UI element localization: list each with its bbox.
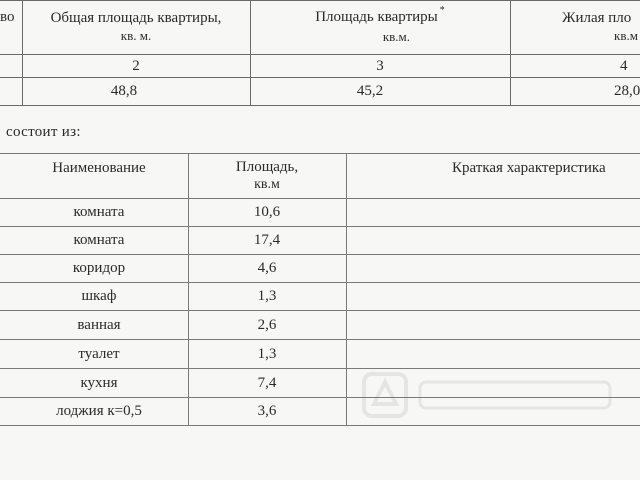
room-area-cell: 7,4 bbox=[257, 374, 277, 391]
index-cell-4: 4 bbox=[620, 57, 628, 74]
value-cell-total-area: 48,8 bbox=[110, 83, 138, 99]
rooms-table bbox=[0, 153, 640, 426]
header-cell-col1: во bbox=[0, 9, 15, 25]
room-area-cell: 2,6 bbox=[257, 316, 277, 333]
room-name-cell: лоджия к=0,5 bbox=[56, 403, 142, 419]
room-area-cell: 3,6 bbox=[257, 403, 277, 419]
header-cell-total-area: Общая площадь квартиры, кв. м. bbox=[50, 10, 222, 43]
value-cell-apartment-area: 45,2 bbox=[356, 83, 384, 99]
rooms-caption: состоит из: bbox=[6, 124, 81, 140]
room-name-cell: комната bbox=[73, 232, 125, 248]
value-cell-living-area: 28,0 bbox=[614, 83, 640, 99]
summary-table bbox=[0, 0, 640, 106]
room-area-cell: 1,3 bbox=[257, 288, 277, 304]
header-cell-apartment-area: Площадь квартиры * кв.м. bbox=[315, 5, 445, 44]
room-area-cell: 1,3 bbox=[257, 345, 277, 362]
header-cell-living-area: Жилая пло кв.м bbox=[562, 10, 638, 43]
room-area-cell: 10,6 bbox=[253, 204, 281, 220]
room-area-cell: 17,4 bbox=[253, 232, 281, 248]
room-name-cell: туалет bbox=[78, 345, 120, 362]
room-name-cell: кухня bbox=[80, 374, 118, 391]
room-name-cell: шкаф bbox=[81, 288, 117, 304]
rooms-header-area: Площадь, кв.м bbox=[235, 158, 299, 192]
room-name-cell: ванная bbox=[77, 316, 121, 333]
room-name-cell: комната bbox=[73, 204, 125, 220]
room-name-cell: коридор bbox=[72, 260, 126, 276]
rooms-header-name: Наименование bbox=[52, 160, 146, 176]
index-cell-3: 3 bbox=[376, 57, 384, 74]
index-cell-2: 2 bbox=[132, 57, 140, 74]
room-area-cell: 4,6 bbox=[257, 260, 277, 276]
rooms-header-characteristics: Краткая характеристика bbox=[452, 160, 606, 176]
